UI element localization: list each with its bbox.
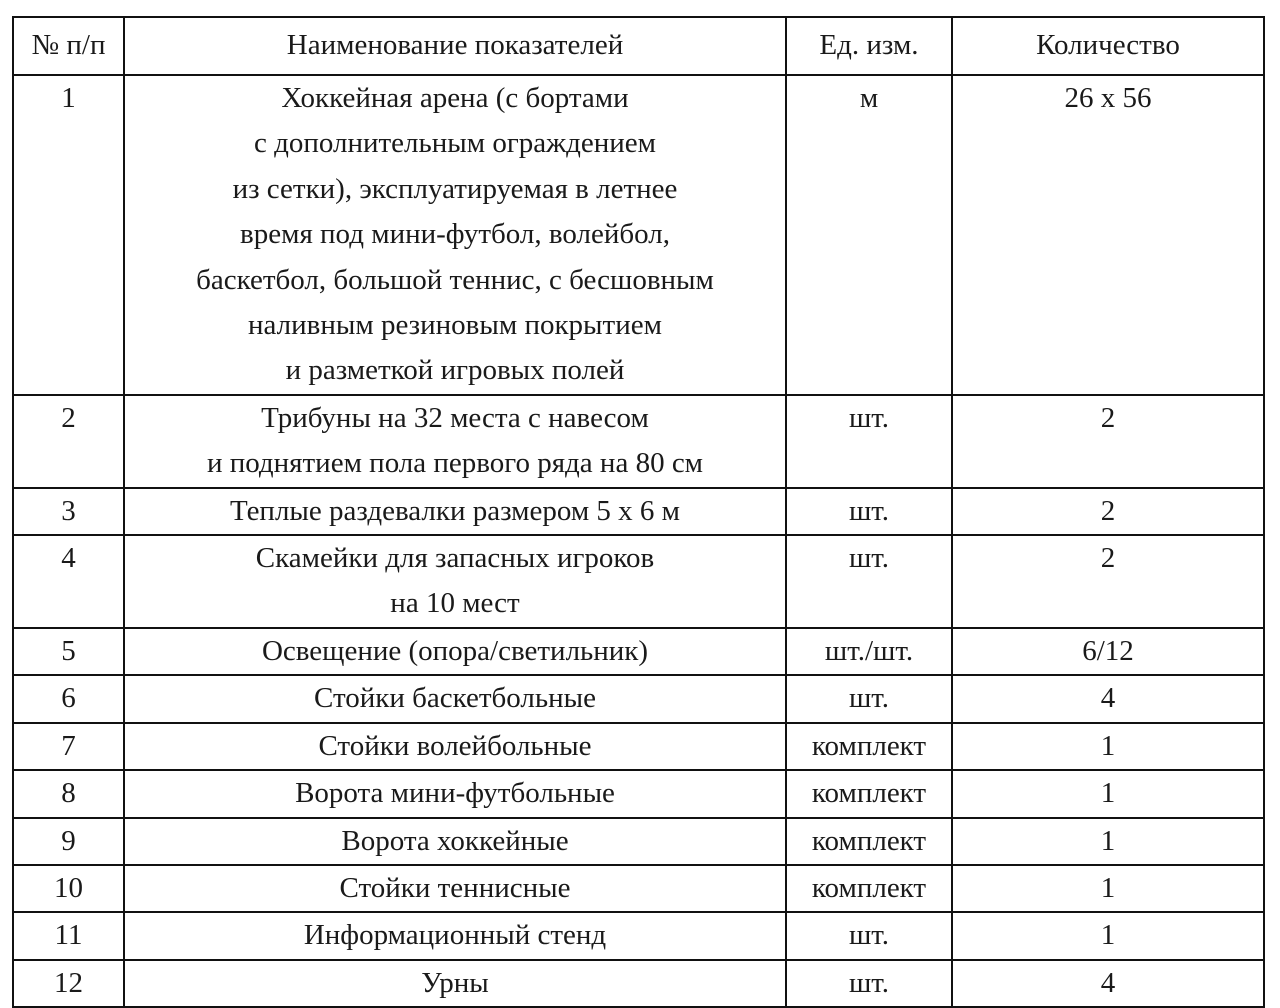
row-unit-cell: шт./шт.: [786, 628, 952, 675]
row-name-line: наливным резиновым покрытием: [248, 309, 662, 342]
table-row: [13, 75, 1264, 395]
row-number-cell: 5: [13, 628, 124, 675]
table-header-row: [13, 17, 1264, 75]
table-row: [13, 960, 1264, 1007]
row-unit-cell: комплект: [786, 770, 952, 817]
row-name-line: Хоккейная арена (с бортами: [281, 82, 629, 114]
row-unit-cell: шт.: [786, 912, 952, 959]
row-name-cell: [124, 628, 786, 675]
header-unit: Ед. изм.: [786, 17, 952, 75]
row-unit-cell: комплект: [786, 865, 952, 912]
row-quantity-cell: 1: [952, 723, 1264, 770]
specification-table: [12, 16, 1265, 1008]
row-unit-cell: шт.: [786, 960, 952, 1007]
row-name-cell: [124, 865, 786, 912]
row-quantity-cell: 1: [952, 818, 1264, 865]
table-row: [13, 535, 1264, 628]
row-quantity-cell: 4: [952, 675, 1264, 722]
row-name-cell: [124, 912, 786, 959]
row-name-line: Освещение (опора/светильник): [261, 634, 649, 667]
header-number: № п/п: [13, 17, 124, 75]
row-name-line: Теплые раздевалки размером 5 х 6 м: [229, 494, 681, 527]
row-quantity-cell: 2: [952, 535, 1264, 628]
table-row: [13, 865, 1264, 912]
row-unit-cell: комплект: [786, 723, 952, 770]
row-number-cell: 3: [13, 488, 124, 535]
row-number-cell: 7: [13, 723, 124, 770]
row-name-line: и разметкой игровых полей: [285, 354, 625, 387]
table-row: [13, 488, 1264, 535]
row-name-line: Ворота хоккейные: [341, 824, 569, 857]
table-row: [13, 912, 1264, 959]
row-quantity-cell: 6/12: [952, 628, 1264, 675]
row-name-line: Информационный стенд: [303, 919, 607, 952]
row-unit-cell: комплект: [786, 818, 952, 865]
table-row: [13, 818, 1264, 865]
row-name-line: Стойки теннисные: [339, 871, 571, 904]
row-name-cell: [124, 723, 786, 770]
row-name-cell: [124, 75, 786, 395]
row-quantity-cell: 2: [952, 395, 1264, 488]
row-name-line: Стойки баскетбольные: [314, 682, 596, 715]
row-name-cell: [124, 488, 786, 535]
row-name-line: баскетбол, большой теннис, с бесшовным: [196, 263, 714, 296]
row-number-cell: 1: [13, 75, 124, 395]
table-row: [13, 770, 1264, 817]
row-name-cell: [124, 395, 786, 488]
header-name: Наименование показателей: [124, 17, 786, 75]
row-number-cell: 4: [13, 535, 124, 628]
row-name-line: на 10 мест: [390, 587, 520, 620]
row-name-line: Скамейки для запасных игроков: [255, 542, 655, 575]
row-number-cell: 9: [13, 818, 124, 865]
row-name-line: и поднятием пола первого ряда на 80 см: [206, 447, 704, 480]
row-name-line: Стойки волейбольные: [318, 729, 592, 762]
table-row: [13, 628, 1264, 675]
table-row: [13, 675, 1264, 722]
row-quantity-cell: 1: [952, 912, 1264, 959]
row-number-cell: 6: [13, 675, 124, 722]
table-row: [13, 723, 1264, 770]
row-quantity-cell: 1: [952, 865, 1264, 912]
row-quantity-cell: 26 х 56: [952, 75, 1264, 395]
row-unit-cell: м: [786, 75, 952, 395]
specification-table-wrapper: [12, 16, 1265, 1008]
row-number-cell: 2: [13, 395, 124, 488]
row-name-cell: [124, 818, 786, 865]
header-quantity: Количество: [952, 17, 1264, 75]
row-name-line: время под мини-футбол, волейбол,: [240, 218, 670, 251]
row-number-cell: 10: [13, 865, 124, 912]
row-quantity-cell: 2: [952, 488, 1264, 535]
table-body: [13, 75, 1264, 1007]
row-name-cell: [124, 770, 786, 817]
row-unit-cell: шт.: [786, 675, 952, 722]
row-name-cell: [124, 960, 786, 1007]
row-name-cell: [124, 675, 786, 722]
table-row: [13, 395, 1264, 488]
row-name-line: из сетки), эксплуатируемая в летнее: [232, 172, 678, 205]
row-quantity-cell: 1: [952, 770, 1264, 817]
row-number-cell: 8: [13, 770, 124, 817]
row-unit-cell: шт.: [786, 488, 952, 535]
row-name-line: с дополнительным ограждением: [253, 127, 657, 160]
row-name-line: Урны: [421, 966, 489, 999]
row-number-cell: 11: [13, 912, 124, 959]
row-name-cell: [124, 535, 786, 628]
row-unit-cell: шт.: [786, 395, 952, 488]
row-unit-cell: шт.: [786, 535, 952, 628]
row-quantity-cell: 4: [952, 960, 1264, 1007]
row-name-line: Трибуны на 32 места с навесом: [261, 401, 649, 434]
row-number-cell: 12: [13, 960, 124, 1007]
row-name-line: Ворота мини-футбольные: [295, 777, 615, 810]
